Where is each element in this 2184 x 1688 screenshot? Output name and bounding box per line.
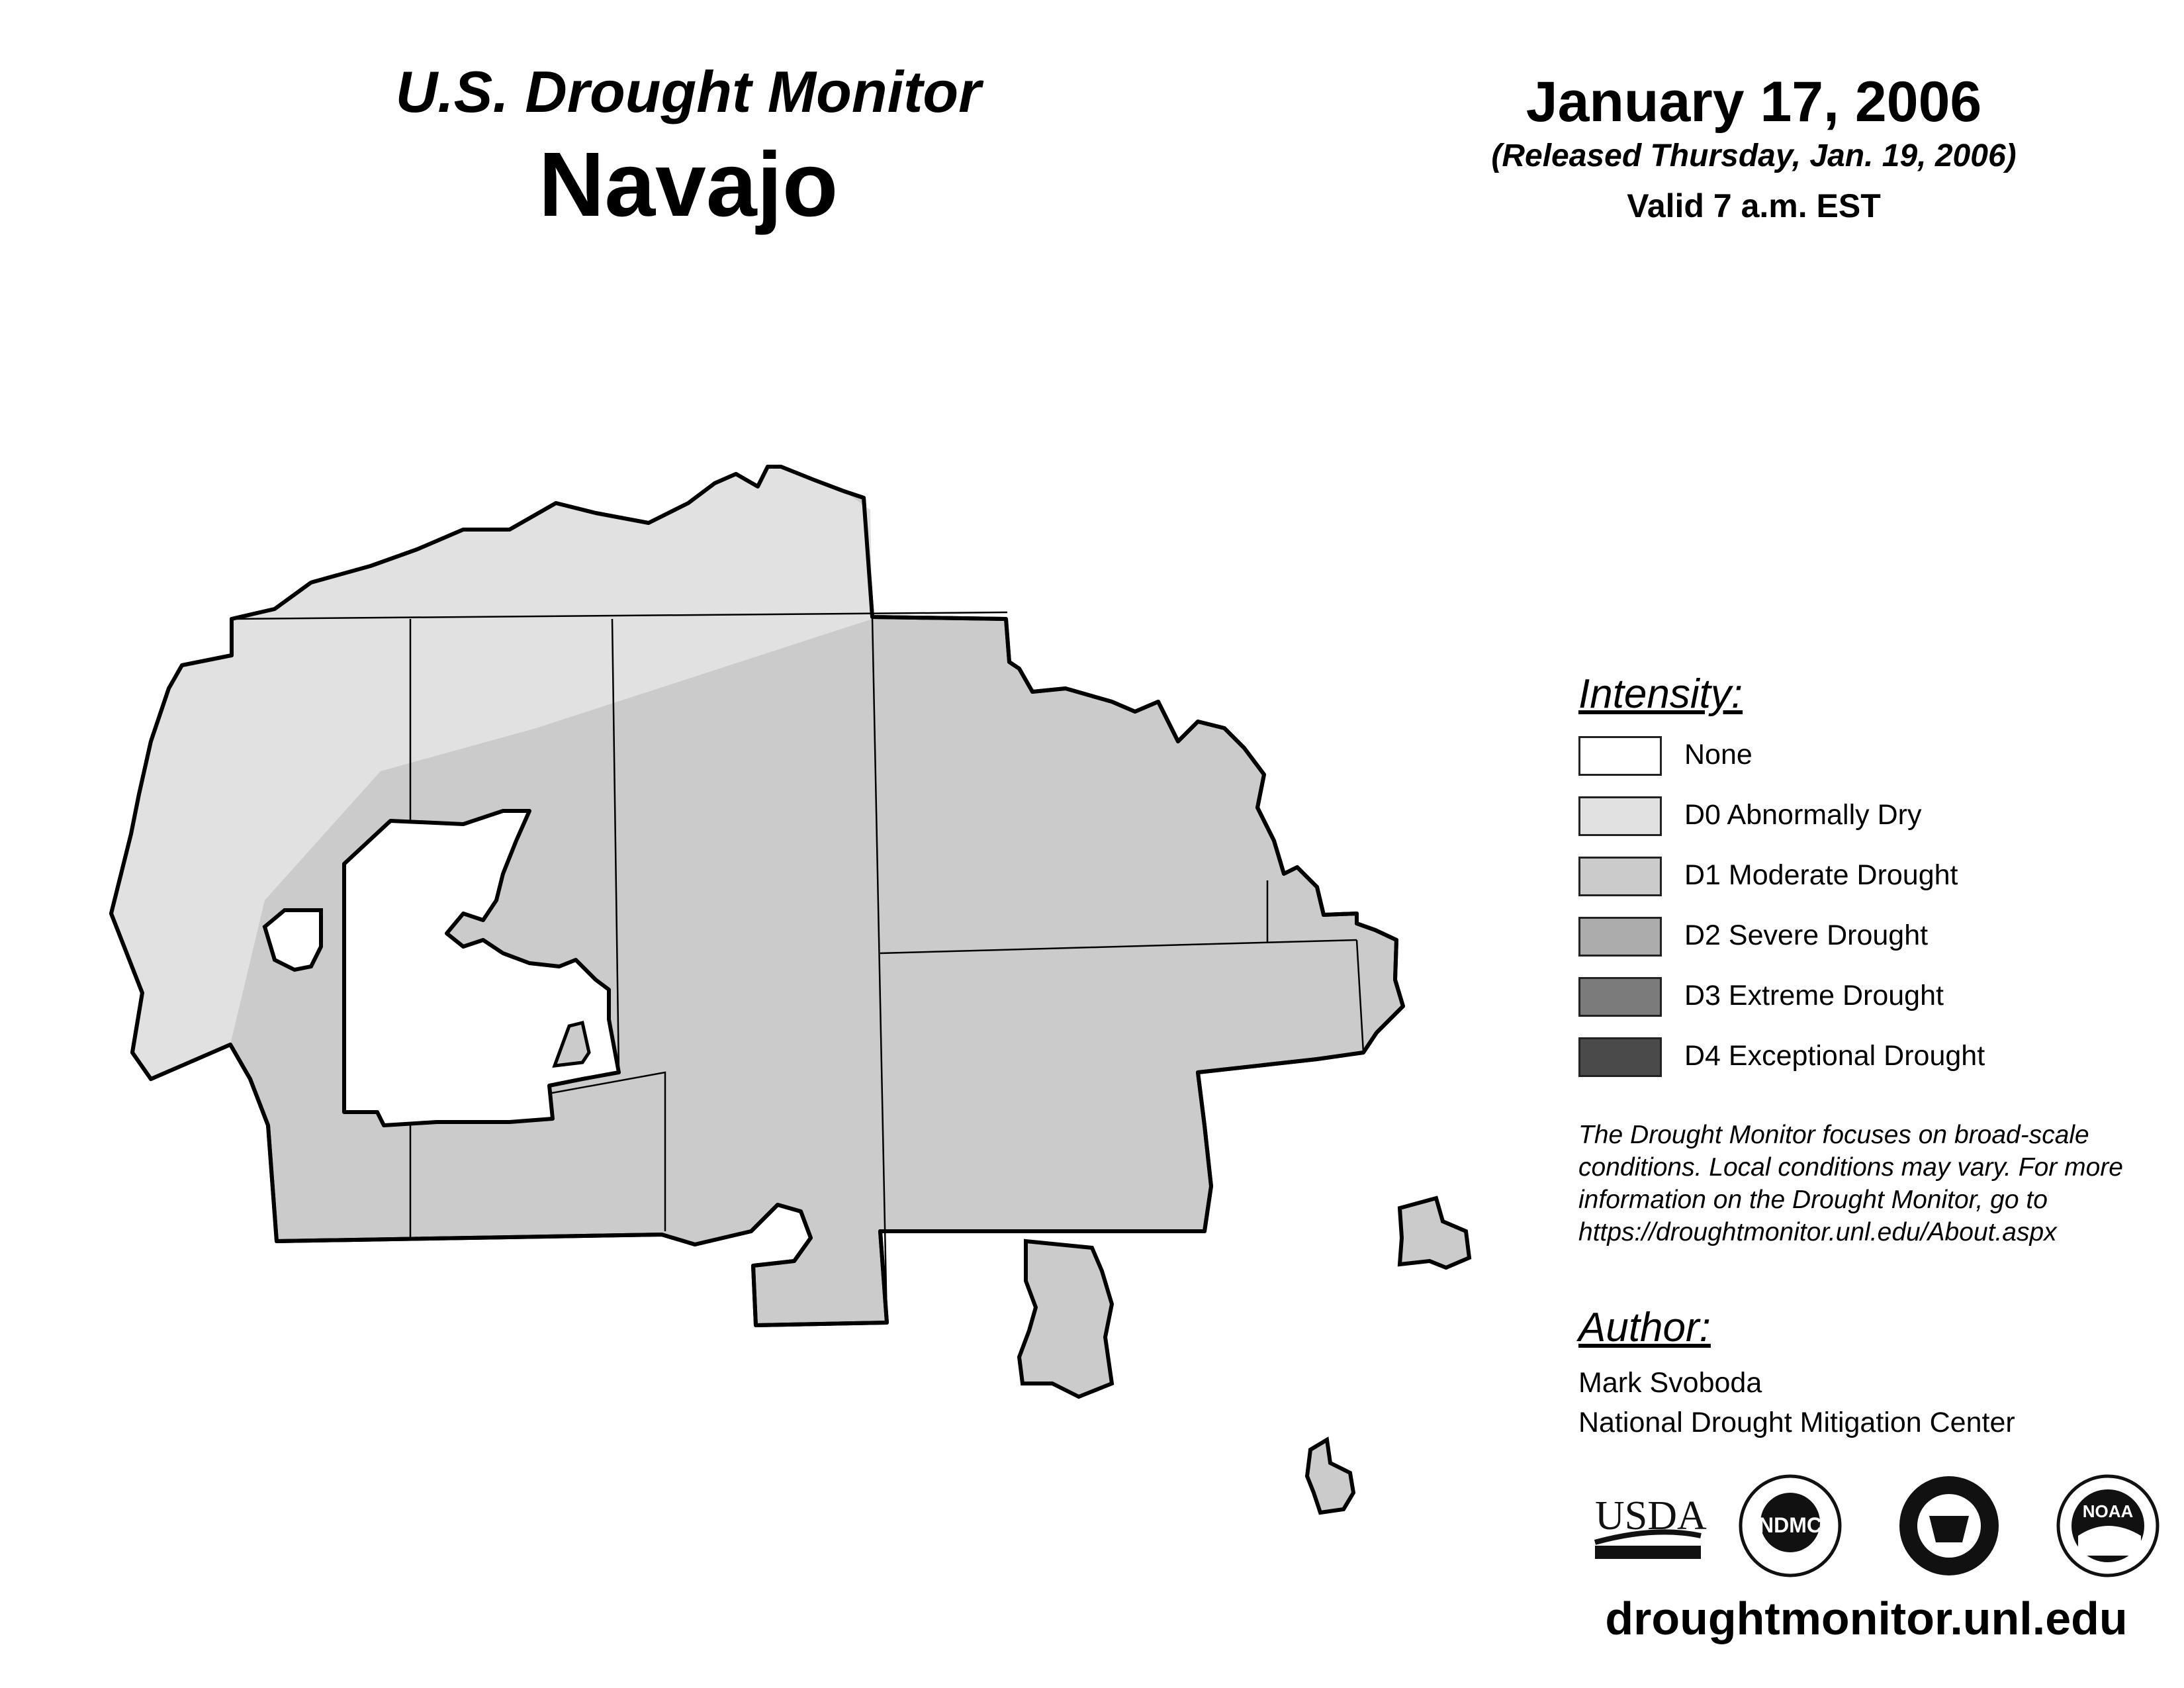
legend-label: D4 Exceptional Drought xyxy=(1684,1040,1985,1072)
legend-swatch xyxy=(1578,857,1662,896)
disclaimer-text: The Drought Monitor focuses on broad-scale conditions. Local conditions may vary. For more information on the Drought Monitor, go to https://droughtmonitor.unl.edu/About.aspx xyxy=(1578,1121,2123,1246)
legend-swatch xyxy=(1578,917,1662,957)
map-series-title: U.S. Drought Monitor xyxy=(395,59,981,124)
site-url[interactable]: droughtmonitor.unl.edu xyxy=(1605,1593,2128,1644)
region-title: Navajo xyxy=(538,134,839,236)
legend-label: D0 Abnormally Dry xyxy=(1684,799,1922,831)
author-organization: National Drought Mitigation Center xyxy=(1578,1407,2015,1438)
chapter-island-3 xyxy=(1307,1440,1353,1513)
valid-time: Valid 7 a.m. EST xyxy=(1627,187,1881,224)
author-name: Mark Svoboda xyxy=(1578,1367,1762,1399)
legend-swatch xyxy=(1578,796,1662,836)
legend-label: D3 Extreme Drought xyxy=(1684,980,1944,1011)
ndmc-logo-text: NDMC xyxy=(1758,1513,1822,1537)
department-of-commerce-seal-icon xyxy=(1899,1476,1999,1575)
usda-logo-text: USDA xyxy=(1595,1493,1707,1538)
legend-title: Intensity: xyxy=(1578,671,1743,717)
legend-swatch xyxy=(1578,736,1662,776)
none-region-west xyxy=(265,910,321,970)
noaa-logo-text: NOAA xyxy=(2082,1501,2134,1521)
legend-label: D2 Severe Drought xyxy=(1684,919,1929,951)
legend-swatch xyxy=(1578,977,1662,1017)
legend-swatch xyxy=(1578,1037,1662,1077)
author-heading: Author: xyxy=(1578,1305,1711,1350)
chapter-island-1 xyxy=(1019,1241,1112,1397)
usda-logo xyxy=(1595,1493,1707,1559)
ndmc-logo xyxy=(1741,1476,1840,1575)
map-date: January 17, 2006 xyxy=(1525,70,1982,134)
chapter-island-2 xyxy=(1400,1198,1469,1268)
legend-label: D1 Moderate Drought xyxy=(1684,859,1958,891)
noaa-logo xyxy=(2058,1476,2158,1575)
release-note: (Released Thursday, Jan. 19, 2006) xyxy=(1491,138,2017,173)
legend-label: None xyxy=(1684,739,1752,771)
